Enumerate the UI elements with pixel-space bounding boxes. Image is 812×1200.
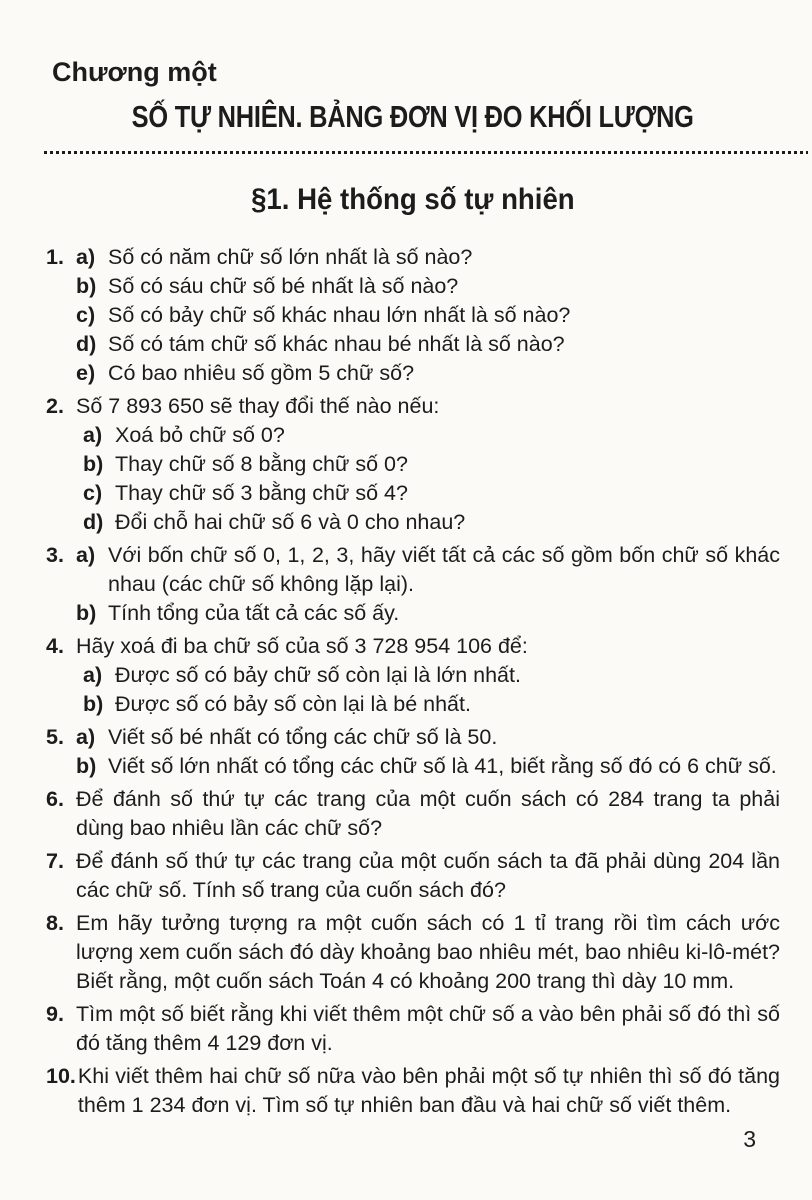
problem-body — [76, 632, 780, 719]
problem-body — [76, 909, 780, 996]
problem-number: 10. — [46, 1064, 76, 1088]
problem-number: 3. — [46, 543, 64, 567]
part-label: b) — [83, 452, 104, 476]
part-label: b) — [76, 274, 97, 298]
problem-intro: Hãy xoá đi ba chữ số của số 3 728 954 106 để: — [76, 634, 528, 658]
section-title-row — [46, 182, 780, 223]
problem-body — [76, 243, 780, 388]
problem-part — [83, 450, 780, 479]
part-label: a) — [83, 663, 103, 687]
problem-intro: Số 7 893 650 sẽ thay đổi thế nào nếu: — [76, 394, 440, 418]
problem-intro: Tìm một số biết rằng khi viết thêm một chữ số a vào bên phải số đó thì số đó tăng thêm 4 129 đơn vị. — [76, 1002, 780, 1055]
problem-body — [78, 1062, 780, 1120]
problem-part — [76, 723, 780, 752]
problem-item — [46, 785, 780, 843]
problem-part — [76, 359, 780, 388]
problem-part — [76, 541, 780, 599]
problem-number: 1. — [46, 245, 64, 269]
part-text: Được số có bảy số còn lại là bé nhất. — [115, 692, 471, 716]
problem-part — [76, 599, 780, 628]
problem-part — [83, 421, 780, 450]
problem-number: 6. — [46, 787, 64, 811]
problem-intro: Để đánh số thứ tự các trang của một cuốn sách có 284 trang ta phải dùng bao nhiêu lần các chữ số? — [76, 787, 780, 840]
problem-body — [76, 1000, 780, 1058]
part-label: a) — [83, 423, 103, 447]
part-text: Được số có bảy chữ số còn lại là lớn nhất. — [115, 663, 521, 687]
part-text: Viết số lớn nhất có tổng các chữ số là 41, biết rằng số đó có 6 chữ số. — [108, 754, 777, 778]
part-text: Xoá bỏ chữ số 0? — [115, 423, 285, 447]
part-text: Thay chữ số 3 bằng chữ số 4? — [115, 481, 408, 505]
part-text: Thay chữ số 8 bằng chữ số 0? — [115, 452, 408, 476]
problem-part — [83, 661, 780, 690]
part-text: Có bao nhiêu số gồm 5 chữ số? — [108, 361, 415, 385]
part-text: Viết số bé nhất có tổng các chữ số là 50. — [108, 725, 498, 749]
section-title: §1. Hệ thống số tự nhiên — [251, 183, 575, 216]
chapter-title-row — [46, 98, 780, 142]
problem-number: 7. — [46, 849, 64, 873]
problem-item — [46, 1062, 780, 1120]
problem-item — [46, 392, 780, 537]
part-label: b) — [83, 692, 104, 716]
problem-intro: Em hãy tưởng tượng ra một cuốn sách có 1 tỉ trang rồi tìm cách ước lượng xem cuốn sách đó dày khoảng bao nhiêu mét, bao nhiêu ki-lô-mét? Biết rằng, một cuốn sách Toán 4 có khoảng 200 trang thì dày 10 mm. — [76, 911, 780, 993]
problem-part — [76, 330, 780, 359]
problem-item — [46, 541, 780, 628]
part-label: b) — [76, 601, 97, 625]
problem-body — [76, 392, 780, 537]
part-text: Với bốn chữ số 0, 1, 2, 3, hãy viết tất cả các số gồm bốn chữ số khác nhau (các chữ số không lặp lại). — [108, 543, 780, 596]
part-label: c) — [76, 303, 96, 327]
problem-item — [46, 1000, 780, 1058]
problem-body — [76, 847, 780, 905]
chapter-label: Chương một — [52, 57, 217, 87]
problem-intro: Để đánh số thứ tự các trang của một cuốn sách ta đã phải dùng 204 lần các chữ số. Tính số trang của cuốn sách đó? — [76, 849, 780, 902]
part-label: a) — [76, 543, 96, 567]
chapter-title: SỐ TỰ NHIÊN. BẢNG ĐƠN VỊ ĐO KHỐI LƯỢNG — [131, 99, 695, 134]
problem-body — [76, 541, 780, 628]
dotted-divider-rule — [44, 151, 808, 154]
problem-number: 8. — [46, 911, 64, 935]
problem-item — [46, 909, 780, 996]
problem-part — [83, 479, 780, 508]
problem-body — [76, 785, 780, 843]
problem-part — [83, 508, 780, 537]
page-number: 3 — [743, 1126, 756, 1152]
part-label: d) — [83, 510, 104, 534]
problem-part — [76, 752, 780, 781]
problem-part — [83, 690, 780, 719]
part-text: Số có bảy chữ số khác nhau lớn nhất là số nào? — [108, 303, 571, 327]
part-label: e) — [76, 361, 96, 385]
part-text: Số có tám chữ số khác nhau bé nhất là số nào? — [108, 332, 565, 356]
problem-part — [76, 272, 780, 301]
problem-item — [46, 723, 780, 781]
part-text: Đổi chỗ hai chữ số 6 và 0 cho nhau? — [115, 510, 466, 534]
problem-number: 2. — [46, 394, 64, 418]
problem-item — [46, 847, 780, 905]
part-label: b) — [76, 754, 97, 778]
part-text: Số có sáu chữ số bé nhất là số nào? — [108, 274, 459, 298]
problem-list — [46, 243, 780, 1120]
problem-part — [76, 243, 780, 272]
part-label: d) — [76, 332, 97, 356]
problem-intro: Khi viết thêm hai chữ số nữa vào bên phải một số tự nhiên thì số đó tăng thêm 1 234 đơn vị. Tìm số tự nhiên ban đầu và hai chữ số viết thêm. — [77, 1064, 780, 1117]
part-label: a) — [76, 725, 96, 749]
part-text: Số có năm chữ số lớn nhất là số nào? — [108, 245, 473, 269]
problem-body — [76, 723, 780, 781]
part-label: c) — [83, 481, 103, 505]
problem-number: 9. — [46, 1002, 64, 1026]
part-label: a) — [76, 245, 96, 269]
part-text: Tính tổng của tất cả các số ấy. — [108, 601, 400, 625]
problem-item — [46, 632, 780, 719]
problem-number: 4. — [46, 634, 64, 658]
problem-number: 5. — [46, 725, 64, 749]
problem-part — [76, 301, 780, 330]
problem-item — [46, 243, 780, 388]
